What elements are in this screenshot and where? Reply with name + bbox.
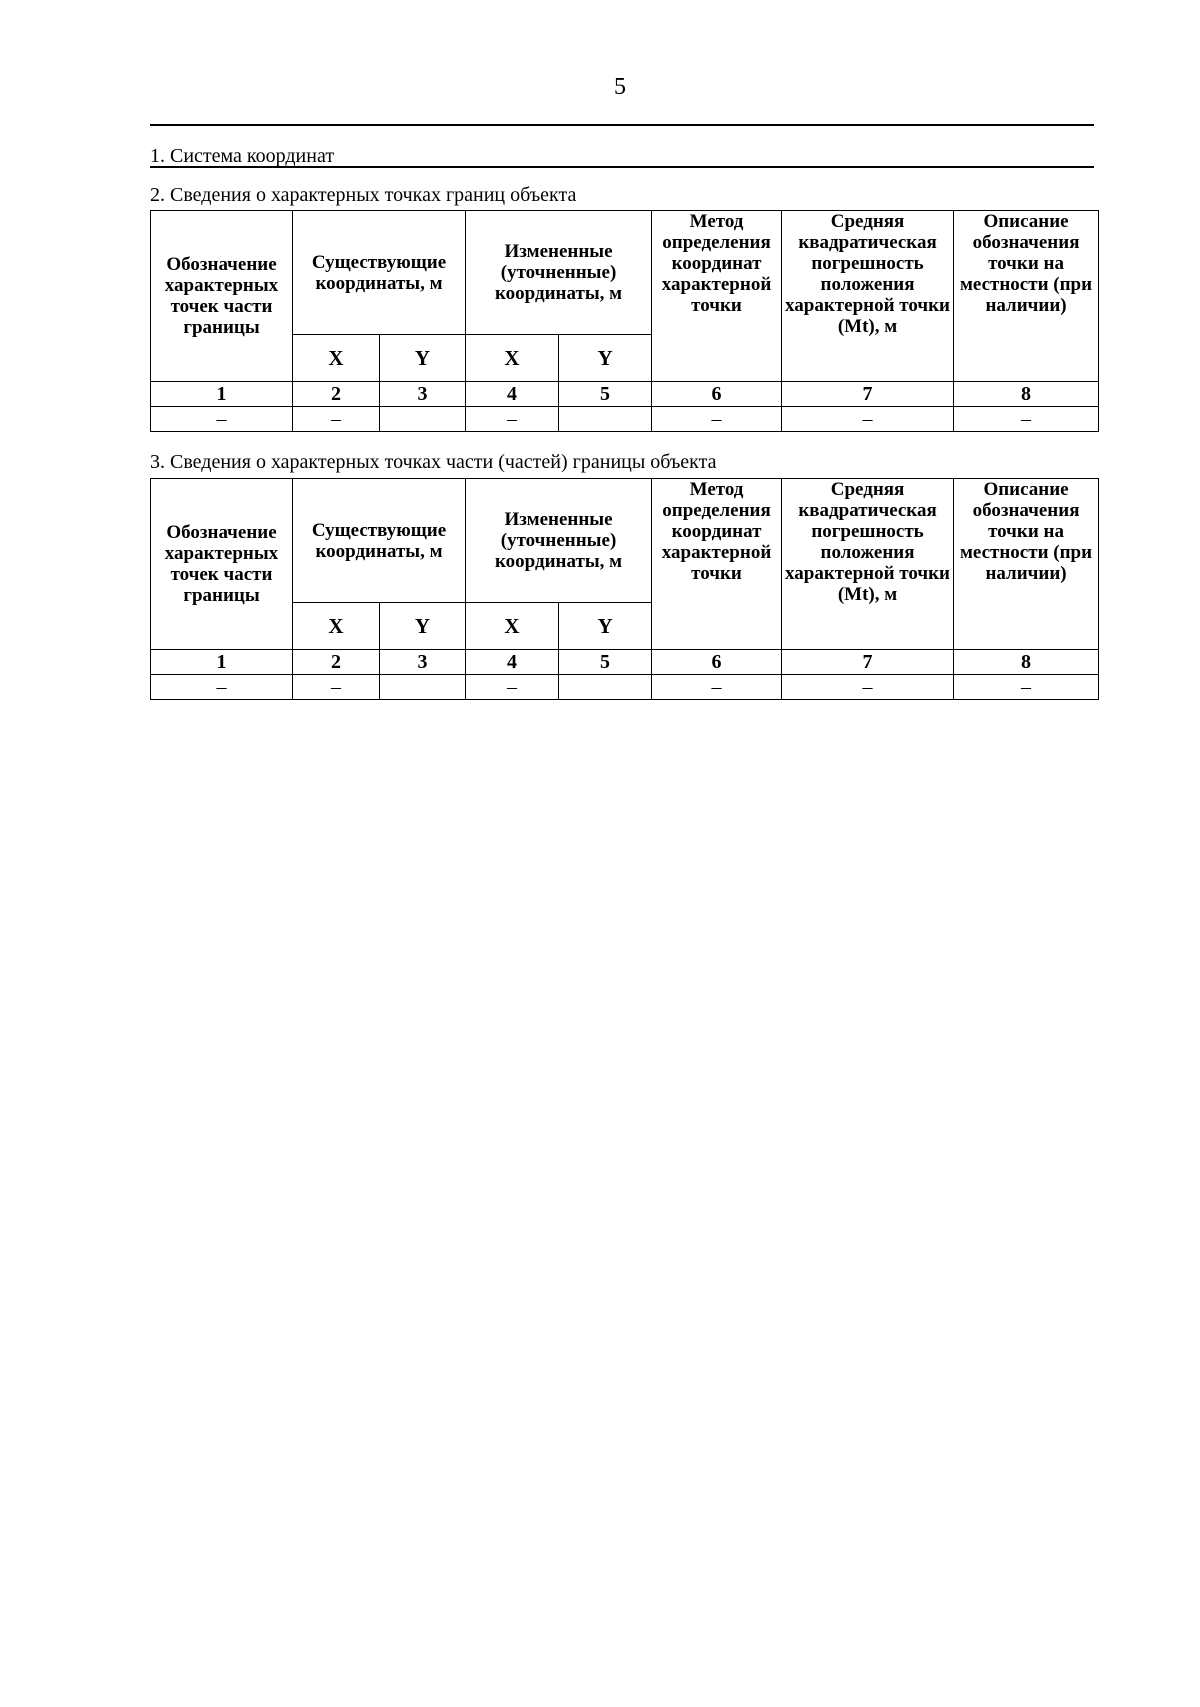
table-section-2 — [150, 210, 1099, 432]
table-cell: – — [151, 675, 293, 700]
column-number: 7 — [782, 650, 954, 675]
section-1-title: 1. Система координат — [150, 145, 335, 167]
header-y: Y — [559, 335, 652, 382]
header-error: Средняя квадратическая погрешность положения характерной точки (Mt), м — [782, 211, 954, 382]
header-changed-coordinates: Измененные (уточненные) координаты, м — [466, 211, 652, 335]
column-number: 5 — [559, 382, 652, 407]
header-x: X — [466, 603, 559, 650]
header-point-designation: Обозначение характерных точек части границы — [151, 479, 293, 650]
table-cell: – — [652, 675, 782, 700]
header-y: Y — [380, 335, 466, 382]
table-cell: – — [466, 407, 559, 432]
section-2-title: 2. Сведения о характерных точках границ объекта — [150, 184, 577, 206]
header-description: Описание обозначения точки на местности (при наличии) — [954, 211, 1099, 382]
column-number: 2 — [293, 382, 380, 407]
header-method: Метод определения координат характерной точки — [652, 211, 782, 382]
table-cell: – — [954, 407, 1099, 432]
table-cell: – — [293, 407, 380, 432]
table-cell: – — [293, 675, 380, 700]
top-rule — [150, 124, 1094, 126]
header-changed-coordinates: Измененные (уточненные) координаты, м — [466, 479, 652, 603]
page-number: 5 — [614, 74, 626, 100]
header-x: X — [466, 335, 559, 382]
header-error: Средняя квадратическая погрешность положения характерной точки (Mt), м — [782, 479, 954, 650]
table-section-3 — [150, 478, 1099, 700]
column-number: 5 — [559, 650, 652, 675]
header-description: Описание обозначения точки на местности (при наличии) — [954, 479, 1099, 650]
column-number: 8 — [954, 650, 1099, 675]
table-cell — [559, 407, 652, 432]
header-x: X — [293, 603, 380, 650]
column-number: 1 — [151, 650, 293, 675]
header-point-designation: Обозначение характерных точек части границы — [151, 211, 293, 382]
column-number: 4 — [466, 382, 559, 407]
header-y: Y — [380, 603, 466, 650]
table-row — [151, 407, 1099, 432]
table-row — [151, 675, 1099, 700]
table-cell: – — [652, 407, 782, 432]
section-3-title: 3. Сведения о характерных точках части (частей) границы объекта — [150, 451, 717, 473]
column-number: 1 — [151, 382, 293, 407]
section-1-rule — [150, 166, 1094, 168]
table-cell — [380, 407, 466, 432]
column-number: 6 — [652, 650, 782, 675]
column-number: 3 — [380, 382, 466, 407]
column-number: 2 — [293, 650, 380, 675]
column-number: 8 — [954, 382, 1099, 407]
table-cell: – — [466, 675, 559, 700]
table-cell: – — [782, 675, 954, 700]
column-number-row — [151, 650, 1099, 675]
column-number: 6 — [652, 382, 782, 407]
table-cell — [559, 675, 652, 700]
table-cell: – — [782, 407, 954, 432]
column-number-row — [151, 382, 1099, 407]
column-number: 4 — [466, 650, 559, 675]
table-cell — [380, 675, 466, 700]
header-method: Метод определения координат характерной точки — [652, 479, 782, 650]
header-existing-coordinates: Существующие координаты, м — [293, 211, 466, 335]
header-existing-coordinates: Существующие координаты, м — [293, 479, 466, 603]
header-x: X — [293, 335, 380, 382]
header-y: Y — [559, 603, 652, 650]
column-number: 7 — [782, 382, 954, 407]
table-cell: – — [151, 407, 293, 432]
table-cell: – — [954, 675, 1099, 700]
column-number: 3 — [380, 650, 466, 675]
